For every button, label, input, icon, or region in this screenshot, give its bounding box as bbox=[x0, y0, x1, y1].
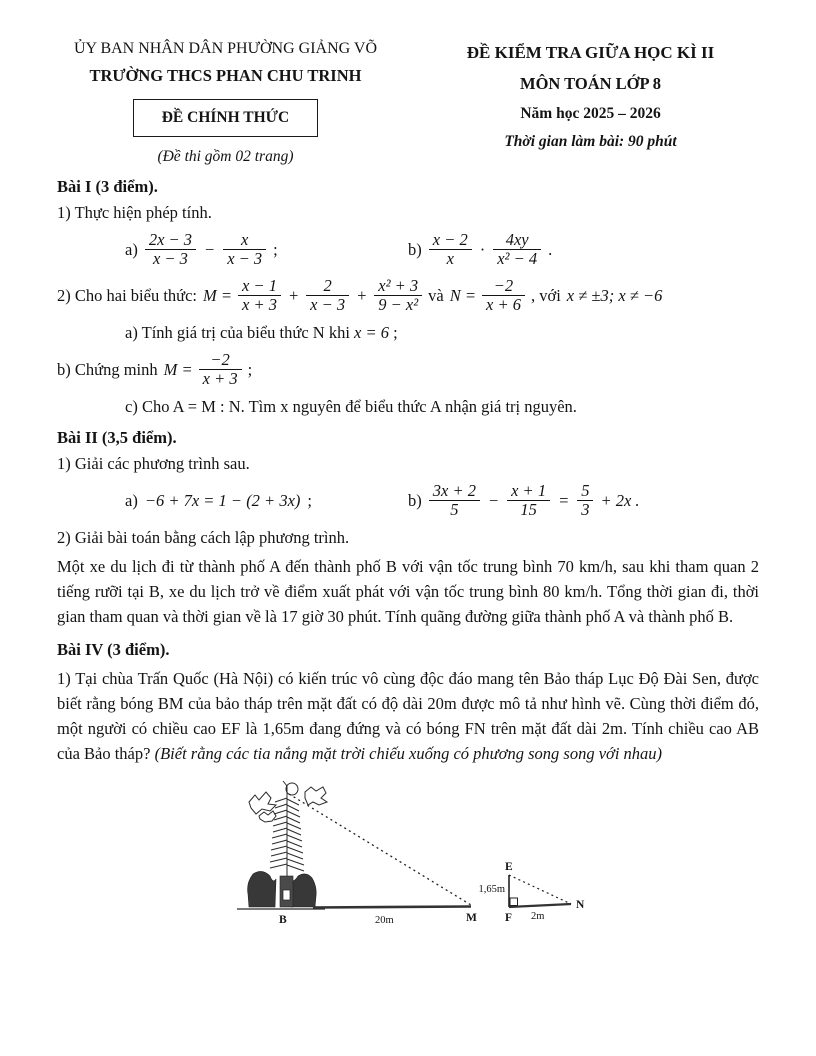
exam-duration: Thời gian làm bài: 90 phút bbox=[504, 133, 677, 150]
header-school-block bbox=[57, 40, 394, 166]
bai1-item2b: b) Chứng minh M = $\frac{-2}{x + 3}$ ; bbox=[57, 349, 253, 389]
fraction: $\frac{2}{x - 3}$ bbox=[306, 277, 349, 315]
section-heading-bai1: Bài I (3 điểm). bbox=[57, 177, 158, 196]
item-label-b: b) bbox=[408, 490, 422, 510]
section-heading-bai2: Bài II (3,5 điểm). bbox=[57, 427, 177, 447]
official-exam-box: ĐỀ CHÍNH THỨC bbox=[133, 99, 318, 137]
exam-title: ĐỀ KIỂM TRA GIỮA HỌC KÌ II bbox=[466, 43, 715, 62]
item-label-b: b) bbox=[408, 239, 422, 259]
school-name: TRƯỜNG THCS PHAN CHU TRINH bbox=[89, 66, 362, 85]
fraction: $\frac{x}{x - 3}$ bbox=[223, 231, 266, 269]
condition-math: x ≠ ±3; x ≠ −6 bbox=[566, 285, 663, 305]
operator-minus: − bbox=[487, 490, 500, 510]
bai1-item2a: a) Tính giá trị của biểu thức N khi x = 6 ; bbox=[125, 322, 398, 342]
foliage-sketch bbox=[249, 783, 327, 822]
bai1-item2-intro: 2) Cho hai biểu thức: bbox=[57, 285, 198, 305]
fraction: $\frac{x - 2}{x}$ bbox=[429, 231, 472, 269]
label-height-165m: 1,65m bbox=[478, 883, 505, 895]
figure-container bbox=[225, 778, 759, 945]
fraction: $\frac{5}{3}$ bbox=[577, 482, 593, 520]
operator-plus: + bbox=[356, 285, 368, 305]
bai4-problem-text: 1) Tại chùa Trấn Quốc (Hà Nội) có kiến trúc vô cùng độc đáo mang tên Bảo tháp Lục Độ Đài Sen, được biết rằng bóng BM của bảo tháp trên mặt đất có độ dài 20m được mô tả như hình vẽ. Cùng thời điểm đó, một người có chiều cao EF là 1,65m đang đứng và có bóng FN trên mặt đất dài 2m. Tính chiều cao AB của Bảo tháp? bbox=[57, 668, 759, 763]
bai4-problem-note: (Biết rằng các tia nắng mặt trời chiếu xuống có phương song song với nhau) bbox=[154, 743, 663, 763]
operator-equals: = bbox=[558, 490, 570, 510]
operator-minus: − bbox=[204, 239, 216, 259]
section-heading-bai4: Bài IV (3 điểm). bbox=[57, 639, 170, 659]
bai4-word-problem bbox=[57, 666, 759, 766]
equation-text: −6 + 7x = 1 − (2 + 3x) bbox=[144, 490, 301, 510]
equation-2b bbox=[408, 482, 759, 520]
punctuation: ; bbox=[307, 490, 312, 510]
fraction: $\frac{2x - 3}{x - 3}$ bbox=[145, 231, 196, 269]
bai1-item2c: c) Cho A = M : N. Tìm x nguyên để biểu thức A nhận giá trị nguyên. bbox=[125, 396, 577, 416]
label-point-m: M bbox=[466, 911, 477, 924]
bai2-item1: 1) Giải các phương trình sau. bbox=[57, 453, 250, 473]
bai2-equations-row bbox=[57, 482, 759, 520]
person-triangle bbox=[509, 875, 571, 907]
item-label-a: a) bbox=[125, 239, 138, 259]
bai1-item2-expressions bbox=[57, 277, 759, 315]
fraction: $\frac{x - 1}{x + 3}$ bbox=[238, 277, 281, 315]
exam-subject: MÔN TOÁN LỚP 8 bbox=[520, 74, 662, 93]
conjunction: và bbox=[428, 285, 444, 305]
label-point-b: B bbox=[279, 913, 287, 926]
bai2-item2: 2) Giải bài toán bằng cách lập phương trình. bbox=[57, 527, 350, 547]
punctuation: ; bbox=[273, 239, 278, 259]
fraction: $\frac{-2}{x + 6}$ bbox=[482, 277, 525, 315]
exam-header bbox=[57, 40, 759, 166]
operator-dot: · bbox=[479, 239, 486, 259]
n-equals: N = bbox=[449, 285, 476, 305]
m-equals: M = bbox=[203, 285, 233, 305]
punctuation: ; bbox=[393, 322, 398, 342]
page-count-note: (Đề thi gồm 02 trang) bbox=[157, 148, 294, 165]
punctuation: . bbox=[548, 239, 553, 259]
equation-tail: + 2x . bbox=[600, 490, 640, 510]
school-year: Năm học 2025 – 2026 bbox=[520, 105, 661, 122]
fraction: $\frac{x + 1}{15}$ bbox=[507, 482, 550, 520]
label-shadow-2m: 2m bbox=[531, 910, 545, 922]
authority-name: ỦY BAN NHÂN DÂN PHƯỜNG GIẢNG VÕ bbox=[73, 40, 378, 57]
equation-2a bbox=[57, 491, 408, 511]
label-point-f: F bbox=[505, 911, 513, 924]
equation-1b bbox=[408, 231, 759, 269]
punctuation: ; bbox=[247, 359, 253, 379]
label-point-n: N bbox=[576, 898, 585, 911]
m-equals: M = bbox=[163, 359, 193, 379]
math-x-equals-6: x = 6 bbox=[354, 322, 390, 342]
label-point-e: E bbox=[505, 860, 513, 873]
item-label-a: a) bbox=[125, 490, 138, 510]
tower-shadow-line bbox=[313, 906, 471, 907]
fraction: $\frac{3x + 2}{5}$ bbox=[429, 482, 480, 520]
equation-1a bbox=[57, 231, 408, 269]
fraction: $\frac{-2}{x + 3}$ bbox=[199, 351, 242, 389]
sun-ray-tower-dotted-line bbox=[289, 794, 471, 905]
fraction: $\frac{\text{x² + 3}}{\text{9 − x²}}$ bbox=[374, 277, 422, 315]
condition-pre: , với bbox=[530, 285, 561, 305]
right-angle-mark bbox=[510, 898, 518, 906]
bai2-word-problem: Một xe du lịch đi từ thành phố A đến thành phố B với vận tốc trung bình 70 km/h, sau khi tham quan 2 tiếng rưỡi tại B, xe du lịch trở về điểm xuất phát với vận tốc trung bình 80 km/h. Tổng thời gian đi, thời gian tham quan và thời gian về là 17 giờ 30 phút. Tính quãng đường giữa thành phố A và thành phố B. bbox=[57, 556, 759, 626]
pagoda-base-sketch bbox=[248, 871, 317, 907]
header-exam-block bbox=[422, 40, 759, 151]
bai1-equations-row bbox=[57, 231, 759, 269]
operator-plus: + bbox=[288, 285, 300, 305]
label-shadow-20m: 20m bbox=[375, 914, 394, 926]
bai1-item1: 1) Thực hiện phép tính. bbox=[57, 203, 212, 222]
pagoda-shadow-figure bbox=[225, 778, 645, 940]
fraction: $\frac{4xy}{\text{x² − 4}}$ bbox=[493, 231, 541, 269]
